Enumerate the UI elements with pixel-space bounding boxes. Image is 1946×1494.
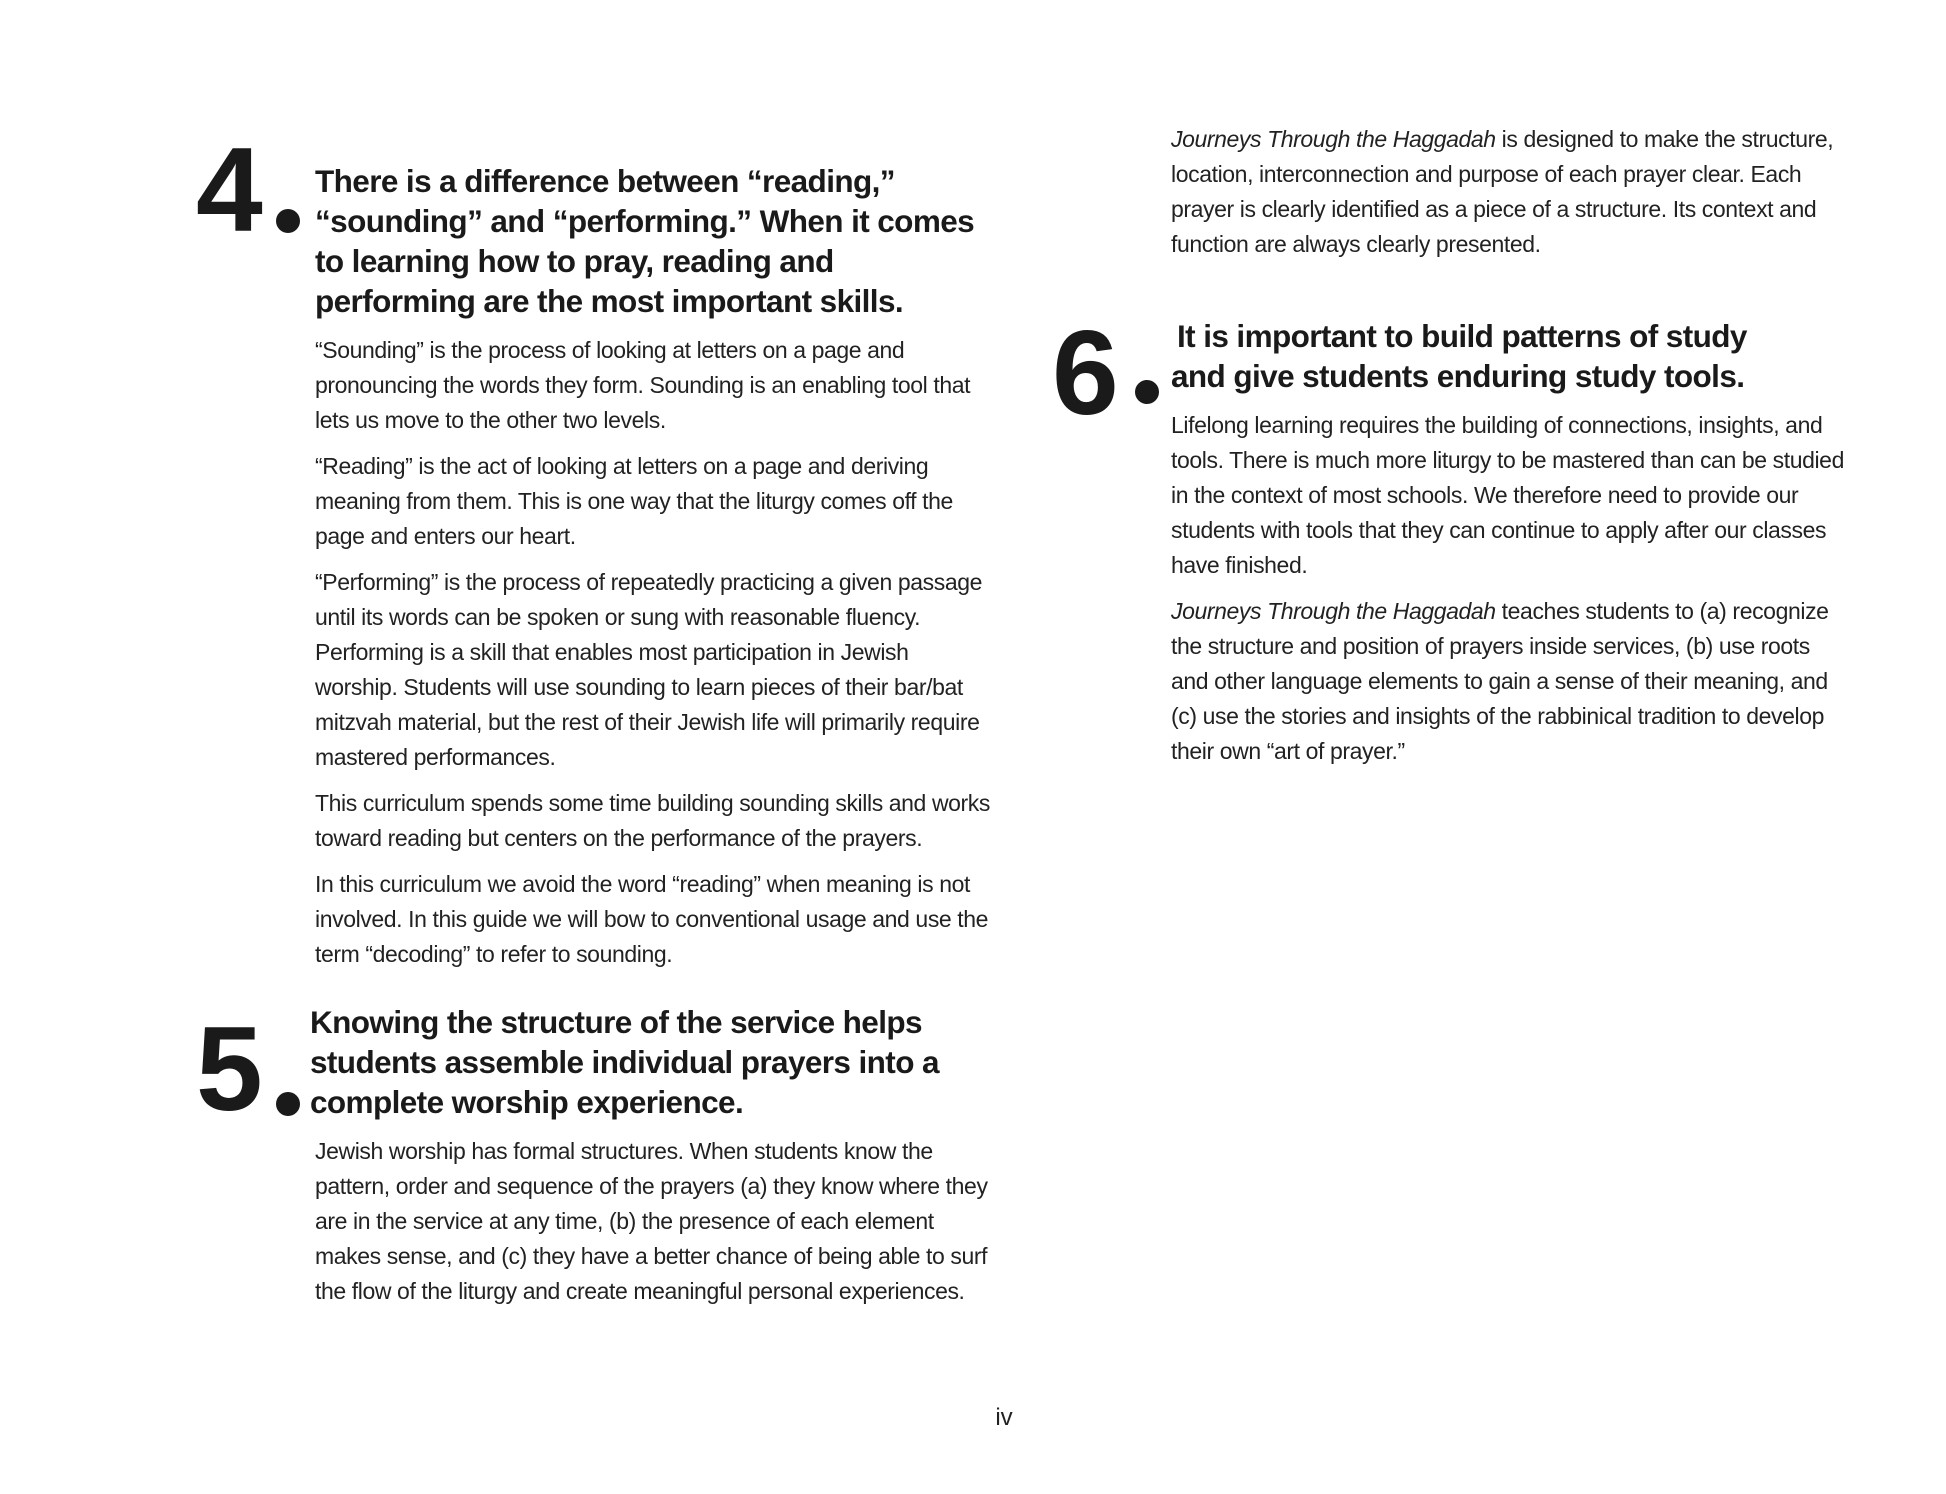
section-heading: Knowing the structure of the service helps students assemble individual prayers into a complete worship experience. <box>310 1004 939 1120</box>
paragraph: “Sounding” is the process of looking at letters on a page and pronouncing the words they form. Sounding is an enabling tool that lets us move to the other two levels. <box>315 337 971 433</box>
book-title: Journeys Through the Haggadah <box>1171 598 1496 624</box>
intro-block <box>1052 122 1852 262</box>
paragraph: This curriculum spends some time building sounding skills and works toward reading but centers on the performance of the prayers. <box>315 790 991 851</box>
heading-line: It is important to build patterns of study <box>1177 318 1747 354</box>
paragraph-text: teaches students to (a) recognize the structure and position of prayers inside services, (b) use roots and other language elements to gain a sense of their meaning, and (c) use the stories and insights of the rabbinical tradition to develop their own “art of prayer.” <box>1171 598 1829 764</box>
section-heading <box>1171 308 1852 396</box>
bullet-dot-icon <box>276 1092 300 1116</box>
heading-line: and give students enduring study tools. <box>1171 358 1745 394</box>
section-number: 6 <box>1052 306 1113 440</box>
paragraph <box>1171 122 1852 262</box>
section-5 <box>196 1002 996 1309</box>
bullet-dot-icon <box>1135 380 1159 404</box>
paragraph: In this curriculum we avoid the word “reading” when meaning is not involved. In this guide we will bow to conventional usage and use the term “decoding” to refer to sounding. <box>315 871 989 967</box>
section-number: 4 <box>196 123 257 257</box>
section-6 <box>1052 308 1852 769</box>
section-number: 5 <box>196 1002 257 1136</box>
bullet-dot-icon <box>276 209 300 233</box>
section-heading: There is a difference between “reading,” “sounding” and “performing.” When it comes to learning how to pray, reading and performing are the most important skills. <box>315 163 975 319</box>
left-column <box>196 120 996 1320</box>
paragraph: “Performing” is the process of repeatedly practicing a given passage until its words can be spoken or sung with reasonable fluency. Performing is a skill that enables most participation in Jewish worship. Students will use sounding to learn pieces of their bar/bat mitzvah material, but the rest of their Jewish life will primarily require mastered performances. <box>315 569 982 770</box>
paragraph: “Reading” is the act of looking at letters on a page and deriving meaning from them. This is one way that the liturgy comes off the page and enters our heart. <box>315 453 953 549</box>
right-column <box>1052 122 1852 780</box>
paragraph: Lifelong learning requires the building of connections, insights, and tools. There is much more liturgy to be mastered than can be studied in the context of most schools. We therefore need to provide our students with tools that they can continue to apply after our classes have finished. <box>1171 412 1844 578</box>
paragraph <box>1171 594 1852 769</box>
section-4 <box>196 120 996 972</box>
book-title: Journeys Through the Haggadah <box>1171 126 1496 152</box>
paragraph: Jewish worship has formal structures. When students know the pattern, order and sequence of the prayers (a) they know where they are in the service at any time, (b) the presence of each element makes sense, and (c) they have a better chance of being able to surf the flow of the liturgy and create meaningful personal experiences. <box>315 1138 988 1304</box>
page-number: iv <box>995 1404 1013 1431</box>
paragraph-text: is designed to make the structure, location, interconnection and purpose of each prayer clear. Each prayer is clearly identified as a piece of a structure. Its context and function are always clearly presented. <box>1171 126 1834 257</box>
